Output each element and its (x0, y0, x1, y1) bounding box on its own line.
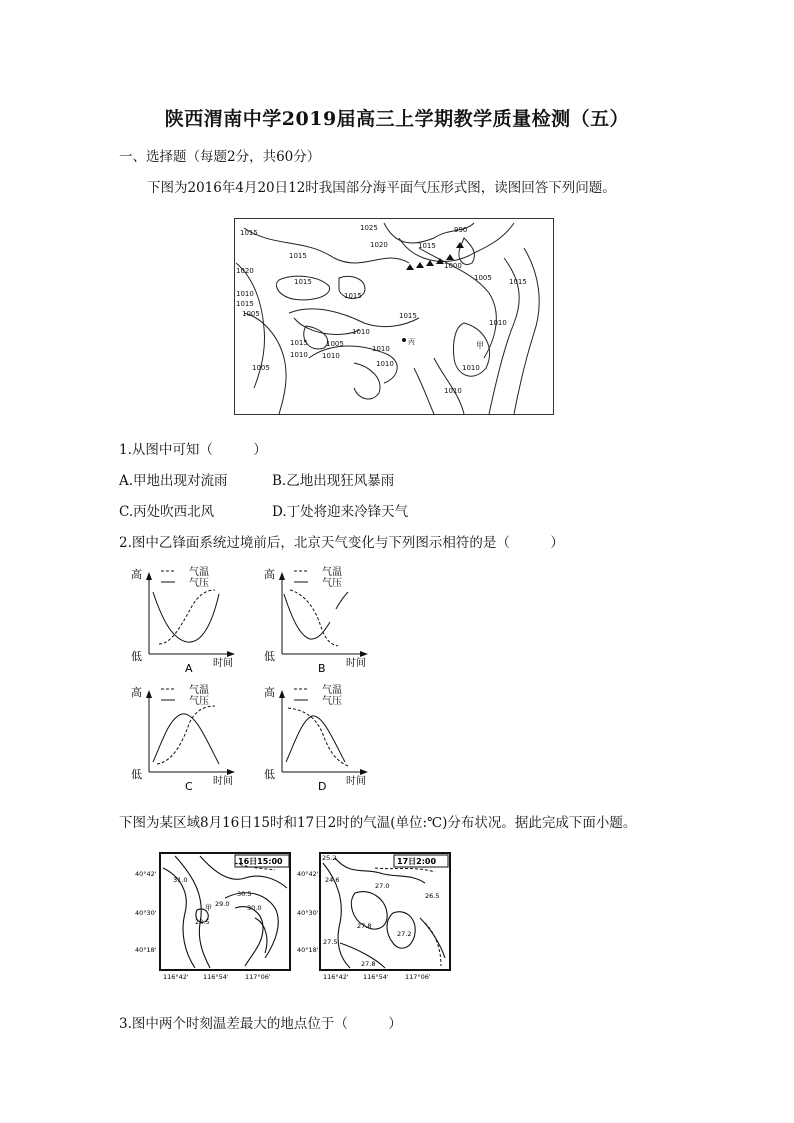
svg-text:1010: 1010 (444, 387, 462, 395)
svg-text:26.5: 26.5 (425, 892, 440, 900)
svg-text:1010: 1010 (489, 319, 507, 327)
q1-option-d[interactable]: D.丁处将迎来冷锋天气 (272, 504, 409, 520)
svg-text:1005: 1005 (242, 310, 260, 318)
svg-text:40°30': 40°30' (297, 909, 319, 917)
svg-text:1010: 1010 (462, 364, 480, 372)
point-jia: 甲 (205, 904, 212, 912)
svg-text:1015: 1015 (290, 339, 308, 347)
svg-text:低: 低 (131, 768, 142, 781)
svg-text:气温: 气温 (322, 685, 342, 696)
svg-text:B: B (318, 662, 326, 672)
svg-text:40°30': 40°30' (135, 909, 157, 917)
svg-text:高: 高 (264, 686, 275, 699)
svg-text:30.5: 30.5 (237, 890, 252, 898)
svg-text:27.8: 27.8 (361, 960, 376, 968)
svg-text:1020: 1020 (236, 267, 254, 275)
graph-panel-b[interactable] (260, 564, 372, 672)
svg-text:C: C (185, 780, 193, 790)
svg-text:1010: 1010 (236, 290, 254, 298)
svg-text:1010: 1010 (352, 328, 370, 336)
svg-text:40°42': 40°42' (135, 870, 157, 878)
section-heading: 一、选择题（每题2分，共60分） (119, 149, 321, 165)
svg-text:1005: 1005 (252, 364, 270, 372)
svg-text:1005: 1005 (474, 274, 492, 282)
q1-option-c[interactable]: C.丙处吹西北风 (119, 504, 215, 520)
svg-text:990: 990 (454, 226, 468, 234)
map-point-jia: 甲 (476, 341, 484, 350)
svg-text:气温: 气温 (189, 685, 209, 696)
svg-text:27.8: 27.8 (357, 922, 372, 930)
svg-text:时间: 时间 (213, 658, 233, 669)
svg-text:40°18': 40°18' (297, 946, 319, 954)
svg-text:低: 低 (264, 768, 275, 781)
svg-text:1015: 1015 (509, 278, 527, 286)
svg-text:116°42': 116°42' (323, 973, 349, 981)
q1-option-b[interactable]: B.乙地出现狂风暴雨 (272, 473, 395, 489)
svg-text:117°06': 117°06' (405, 973, 431, 981)
q3-stem: 3.图中两个时刻温差最大的地点位于（ ） (119, 1016, 402, 1032)
svg-text:25.2: 25.2 (322, 854, 337, 862)
svg-text:116°42': 116°42' (163, 973, 189, 981)
svg-text:1015: 1015 (418, 242, 436, 250)
right-map-title: 17日2:00 (397, 857, 437, 866)
q1-option-a[interactable]: A.甲地出现对流雨 (119, 473, 228, 489)
svg-text:30.0: 30.0 (247, 904, 262, 912)
svg-text:1010: 1010 (290, 351, 308, 359)
svg-text:27.0: 27.0 (375, 882, 390, 890)
left-map-title: 16日15:00 (238, 857, 283, 866)
svg-text:高: 高 (131, 686, 142, 699)
svg-text:1025: 1025 (360, 224, 378, 232)
pressure-map-figure (234, 218, 554, 415)
svg-text:1000: 1000 (444, 262, 462, 270)
svg-text:A: A (185, 662, 193, 672)
svg-text:116°54': 116°54' (363, 973, 389, 981)
svg-text:低: 低 (131, 650, 142, 663)
temperature-maps-figure (135, 848, 455, 983)
map-point-bing: 丙 (408, 338, 415, 346)
svg-text:1015: 1015 (236, 300, 254, 308)
svg-text:气压: 气压 (322, 578, 342, 589)
svg-text:时间: 时间 (213, 776, 233, 787)
svg-text:1010: 1010 (322, 352, 340, 360)
svg-text:1005: 1005 (326, 340, 344, 348)
svg-text:气压: 气压 (322, 696, 342, 707)
page-title: 陕西渭南中学2019届高三上学期教学质量检测（五） (164, 108, 630, 130)
svg-text:1010: 1010 (376, 360, 394, 368)
svg-text:时间: 时间 (346, 658, 366, 669)
q2-stem: 2.图中乙锋面系统过境前后，北京天气变化与下列图示相符的是（ ） (119, 535, 564, 551)
svg-text:高: 高 (131, 568, 142, 581)
svg-text:117°06': 117°06' (245, 973, 271, 981)
svg-text:28.5: 28.5 (195, 918, 210, 926)
svg-text:27.5: 27.5 (323, 938, 338, 946)
svg-text:气压: 气压 (189, 578, 209, 589)
svg-text:时间: 时间 (346, 776, 366, 787)
svg-text:D: D (318, 780, 327, 790)
svg-text:24.6: 24.6 (325, 876, 340, 884)
svg-text:40°42': 40°42' (297, 870, 319, 878)
q1-stem: 1.从图中可知（ ） (119, 442, 267, 458)
intro-temperature-maps: 下图为某区域8月16日15时和17日2时的气温(单位:℃)分布状况。据此完成下面小题。 (119, 815, 637, 831)
svg-text:气温: 气温 (189, 567, 209, 578)
intro-pressure-map: 下图为2016年4月20日12时我国部分海平面气压形式图，读图回答下列问题。 (147, 180, 616, 196)
graph-panel-c[interactable] (127, 682, 239, 790)
svg-text:1010: 1010 (372, 345, 390, 353)
svg-text:27.2: 27.2 (397, 930, 412, 938)
svg-text:1015: 1015 (294, 278, 312, 286)
svg-text:高: 高 (264, 568, 275, 581)
svg-text:116°54': 116°54' (203, 973, 229, 981)
svg-text:1020: 1020 (370, 241, 388, 249)
svg-text:1015: 1015 (240, 229, 258, 237)
svg-text:低: 低 (264, 650, 275, 663)
svg-text:1015: 1015 (344, 292, 362, 300)
svg-text:29.0: 29.0 (215, 900, 230, 908)
svg-text:1015: 1015 (399, 312, 417, 320)
graph-panel-d[interactable] (260, 682, 372, 790)
svg-text:31.0: 31.0 (173, 876, 188, 884)
svg-text:1015: 1015 (289, 252, 307, 260)
svg-text:气温: 气温 (322, 567, 342, 578)
svg-text:40°18': 40°18' (135, 946, 157, 954)
graph-panel-a[interactable] (127, 564, 239, 672)
svg-text:气压: 气压 (189, 696, 209, 707)
